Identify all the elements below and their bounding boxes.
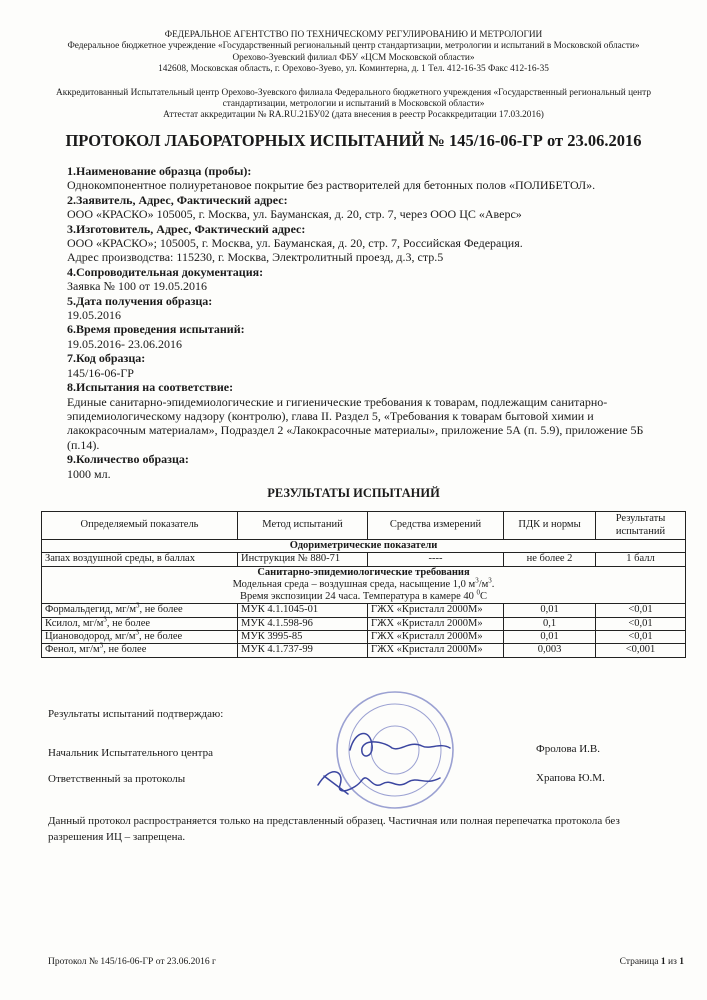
- device-cell: ГЖХ «Кристалл 2000М»: [368, 617, 504, 630]
- indicator-cell: Фенол, $мг/м^3$, не более: [42, 644, 238, 657]
- section-value: 19.05.2016: [67, 308, 121, 323]
- result-cell: <0,01: [596, 631, 686, 644]
- section-label: 1.Наименование образца (пробы):: [67, 164, 252, 178]
- norm-cell: 0,1: [504, 617, 596, 630]
- table-row: [42, 604, 686, 617]
- footer-protocol-number: Протокол № 145/16-06-ГР от 23.06.2016 г: [48, 957, 216, 967]
- section-label: 9.Количество образца:: [67, 452, 189, 467]
- method-cell: МУК 4.1.598-96: [238, 617, 368, 630]
- method-cell: МУК 4.1.737-99: [238, 644, 368, 657]
- section-label: 2.Заявитель, Адрес, Фактический адрес:: [67, 192, 288, 207]
- condition-text: /м: [478, 578, 489, 590]
- device-cell: ГЖХ «Кристалл 2000М»: [368, 604, 504, 617]
- method-cell: МУК 4.1.1045-01: [238, 604, 368, 617]
- protocol-title: ПРОТОКОЛ ЛАБОРАТОРНЫХ ИСПЫТАНИЙ № 145/16-06-ГР от 23.06.2016: [65, 131, 642, 150]
- table-section-row: [42, 540, 686, 553]
- result-cell: <0,01: [596, 617, 686, 630]
- result-cell: <0,01: [596, 604, 686, 617]
- disclaimer-line-1: Данный протокол распространяется только на представленный образец. Частичная или полная перепечатка протокола без: [48, 815, 620, 827]
- column-header: ПДК и нормы: [504, 512, 596, 540]
- column-header: Результаты испытаний: [596, 512, 686, 540]
- resp-role: Ответственный за протоколы: [48, 773, 186, 785]
- confirm-text: Результаты испытаний подтверждаю:: [48, 708, 224, 720]
- table-section-row: [42, 566, 686, 604]
- section-value: Заявка № 100 от 19.05.2016: [67, 279, 208, 294]
- result-cell: 1 балл: [596, 553, 686, 566]
- table-row: [42, 631, 686, 644]
- section-title: Одориметрические показатели: [42, 540, 686, 553]
- norm-cell: 0,01: [504, 631, 596, 644]
- section-value: 19.05.2016- 23.06.2016: [67, 336, 182, 351]
- condition-text: Модельная среда – воздушная среда, насыщение 1,0 м: [232, 578, 476, 590]
- condition-text: Время экспозиции 24 часа. Температура в камере 40: [239, 591, 477, 603]
- table-row: [42, 553, 686, 566]
- organization-header: [20, 30, 687, 76]
- official-stamp: [300, 690, 470, 820]
- indicator-cell: Циановодород, $мг/м^3$, не более: [42, 631, 238, 644]
- table-row: [42, 644, 686, 657]
- method-cell: Инструкция № 880-71: [238, 553, 368, 566]
- results-title: РЕЗУЛЬТАТЫ ИСПЫТАНИЙ: [267, 486, 440, 500]
- device-cell: ГЖХ «Кристалл 2000М»: [368, 644, 504, 657]
- section-value: ООО «КРАСКО» 105005, г. Москва, ул. Бауманская, д. 20, стр. 7, через ООО ЦС «Аверс»: [67, 207, 522, 222]
- resp-name: Храпова Ю.М.: [536, 772, 605, 784]
- section-value: Адрес производства: 115230, г. Москва, Электролитный проезд, д.3, стр.5: [67, 250, 444, 265]
- section-title: Санитарно-эпидемиологические требования: [257, 566, 470, 578]
- method-cell: МУК 3995-85: [238, 631, 368, 644]
- header-line-2: Федеральное бюджетное учреждение «Государственный региональный центр стандартизации, метрологии и испытаний в Московской области»: [67, 41, 640, 52]
- section-value: 1000 мл.: [67, 466, 111, 481]
- condition-text: С: [480, 591, 488, 603]
- indicator-cell: Запах воздушной среды, в баллах: [42, 553, 238, 566]
- section-label: 7.Код образца:: [67, 351, 146, 366]
- head-role: Начальник Испытательного центра: [48, 747, 213, 759]
- condition-line: Время экспозиции 24 часа. Температура в камере 40 $^0$С: [239, 588, 488, 603]
- section-label: 8.Испытания на соответствие:: [67, 380, 234, 395]
- sample-info: [67, 164, 667, 481]
- result-cell: <0,001: [596, 644, 686, 657]
- head-name: Фролова И.В.: [536, 743, 600, 755]
- section-value: ООО «КРАСКО»; 105005, г. Москва, ул. Бауманская, д. 20, стр. 7, Российская Федерация.: [67, 236, 523, 251]
- accreditation-line-2: стандартизации, метрологии и испытаний в Московской области»: [222, 99, 485, 110]
- condition-line: Модельная среда – воздушная среда, насыщение 1,0 $м^3/м^3$.: [232, 576, 495, 590]
- norm-cell: 0,003: [504, 644, 596, 657]
- device-cell: ----: [368, 553, 504, 566]
- header-line-4: 142608, Московская область, г. Орехово-Зуево, ул. Коминтерна, д. 1 Тел. 412-16-35 Факс 412-16-35: [158, 64, 549, 75]
- table-header-row: [42, 512, 686, 540]
- section-value: Единые санитарно-эпидемиологические и гигиенические требования к товарам, подлежащим санитарно-эпидемиологическому надзору (контролю), глава II. Раздел 5, «Требования к товарам бытовой химии и лакокрасочным материалам», Подраздел 2 «Лакокрасочные материалы», приложение 5А (п. 5.9), приложение 5Б (п.14).: [67, 394, 644, 452]
- indicator-cell: Ксилол, $мг/м^3$, не более: [42, 617, 238, 630]
- column-header: Метод испытаний: [238, 512, 368, 540]
- footer-page-number: Страница 1 из 1: [619, 957, 684, 967]
- norm-cell: не более 2: [504, 553, 596, 566]
- accreditation-line-3: Аттестат аккредитации № RA.RU.21БУ02 (дата внесения в реестр Росаккредитации 17.03.2016): [163, 110, 544, 121]
- device-cell: ГЖХ «Кристалл 2000М»: [368, 631, 504, 644]
- header-line-1: ФЕДЕРАЛЬНОЕ АГЕНТСТВО ПО ТЕХНИЧЕСКОМУ РЕГУЛИРОВАНИЮ И МЕТРОЛОГИИ: [164, 30, 543, 40]
- section-label: 4.Сопроводительная документация:: [67, 264, 264, 279]
- column-header: Средства измерений: [368, 512, 504, 540]
- accreditation-block: [20, 88, 687, 122]
- section-label: 3.Изготовитель, Адрес, Фактический адрес:: [67, 221, 306, 236]
- norm-cell: 0,01: [504, 604, 596, 617]
- results-table: [41, 511, 686, 658]
- disclaimer-line-2: разрешения ИЦ – запрещена.: [48, 831, 186, 843]
- accreditation-line-1: Аккредитованный Испытательный центр Орехово-Зуевского филиала Федерального бюджетного учреждения «Государственный региональный центр: [56, 88, 651, 98]
- section-label: 5.Дата получения образца:: [67, 293, 213, 308]
- section-value: 145/16-06-ГР: [67, 365, 134, 380]
- section-value: Однокомпонентное полиуретановое покрытие без растворителей для бетонных полов «ПОЛИБЕТОЛ».: [67, 178, 596, 193]
- stamp-seal: [337, 692, 453, 808]
- section-conditions-cell: [42, 566, 686, 604]
- column-header: Определяемый показатель: [42, 512, 238, 540]
- indicator-cell: Формальдегид, $мг/м^3$, не более: [42, 604, 238, 617]
- header-line-3: Орехово-Зуевский филиал ФБУ «ЦСМ Московской области»: [232, 52, 475, 63]
- section-label: 6.Время проведения испытаний:: [67, 322, 245, 337]
